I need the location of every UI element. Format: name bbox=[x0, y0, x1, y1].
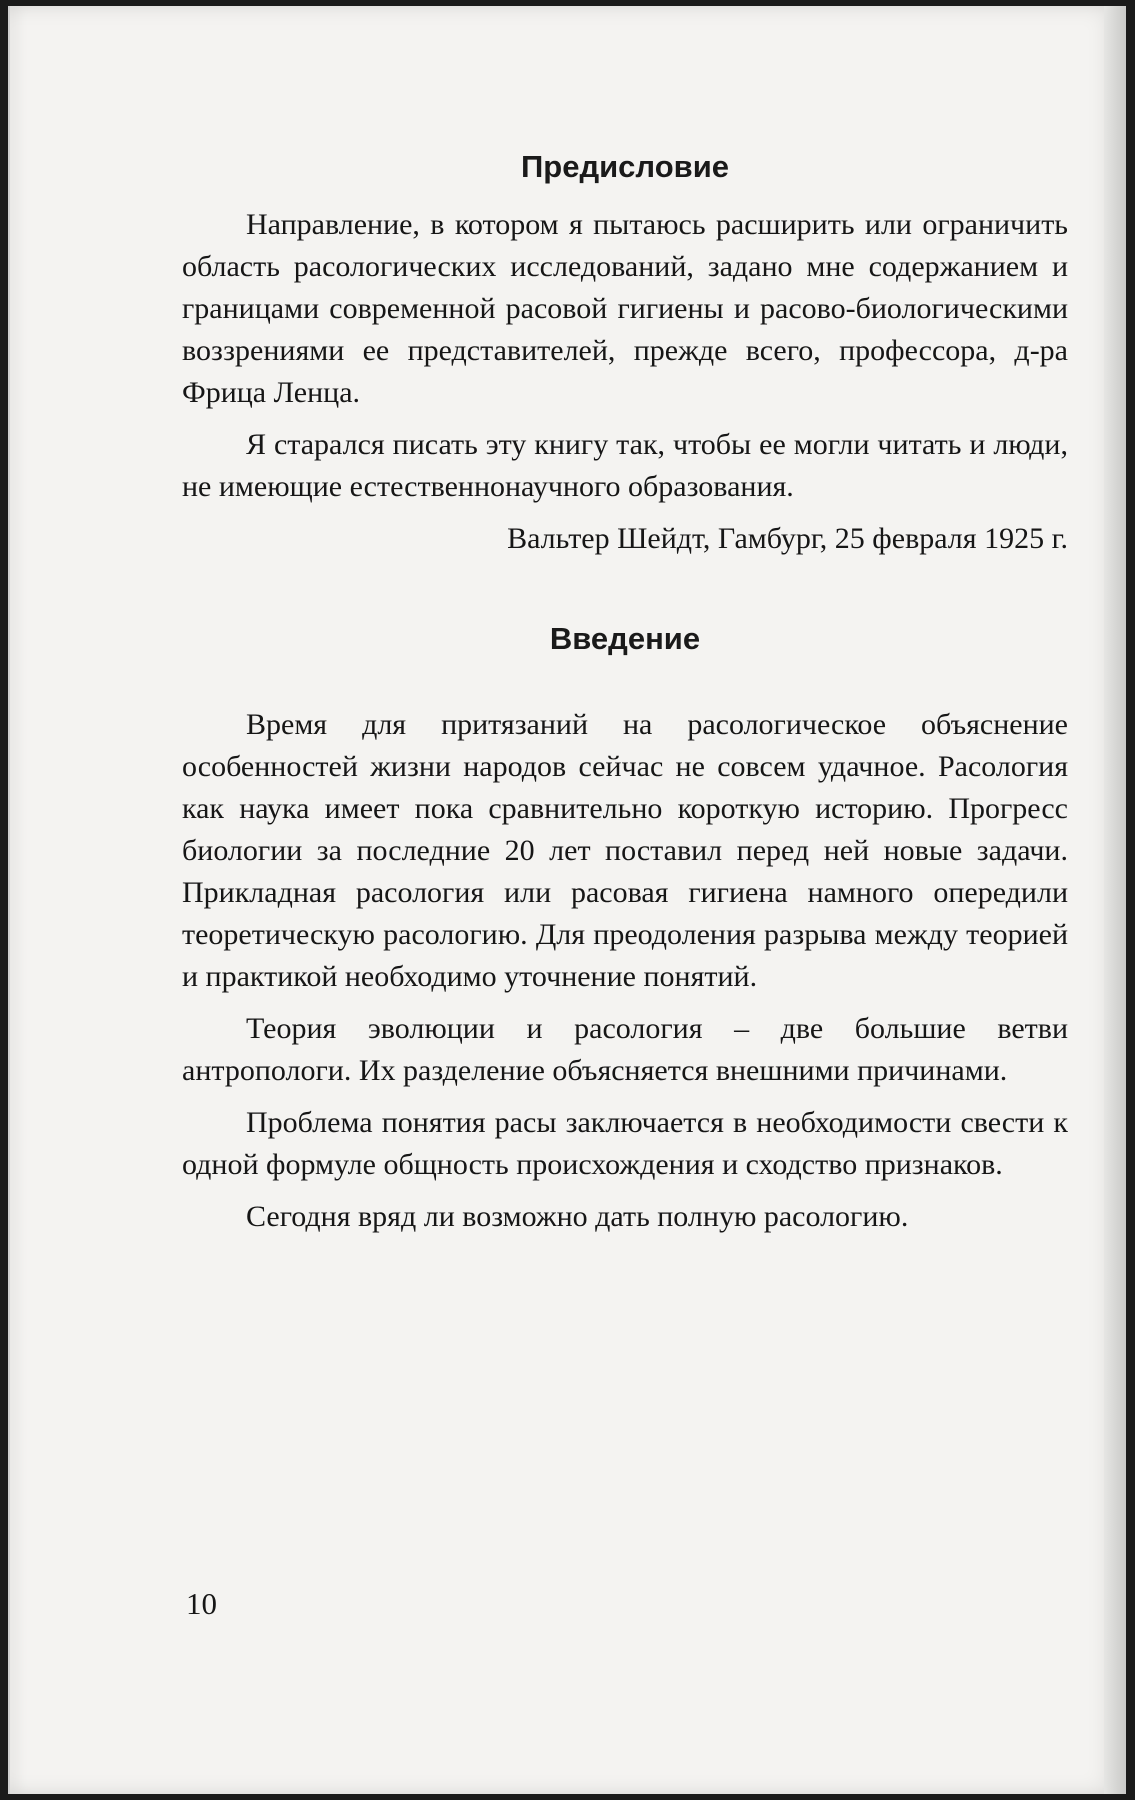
page-number: 10 bbox=[186, 1586, 217, 1621]
preface-paragraph-2: Я старался писать эту книгу так, чтобы ее могли читать и люди, не имеющие естественнонаучного образования. bbox=[182, 428, 1068, 503]
preface-title: Предисловие bbox=[520, 149, 729, 184]
introduction-paragraph-1: Время для притязаний на расологическое объяснение особенностей жизни народов сейчас не совсем удачное. Расология как наука имеет пока сравнительно короткую историю. Прогресс биологии за последние 20 лет поставил перед ней новые задачи. Прикладная расология или расовая гигиена намного опередили теоретическую расологию. Для преодоления разрыва между теорией и практикой необходимо уточнение понятий. bbox=[182, 708, 1068, 993]
preface-signature: Вальтер Шейдт, Гамбург, 25 февраля 1925 г. bbox=[507, 522, 1068, 555]
introduction-paragraph-2: Теория эволюции и расология – две большие ветви антропологи. Их разделение объясняется внешними причинами. bbox=[182, 1012, 1068, 1087]
page-edge-shadow bbox=[1104, 6, 1126, 1794]
introduction-title: Введение bbox=[549, 621, 701, 656]
preface-paragraph-1: Направление, в котором я пытаюсь расширить или ограничить область расологических исследований, задано мне содержанием и границами современной расовой гигиены и расово-биологическими воззрениями ее представителей, прежде всего, профессора, д-ра Фрица Ленца. bbox=[182, 208, 1068, 409]
introduction-paragraph-3: Проблема понятия расы заключается в необходимости свести к одной формуле общность происхождения и сходство признаков. bbox=[182, 1106, 1068, 1181]
page-text bbox=[182, 146, 1068, 1248]
book-page bbox=[8, 6, 1126, 1794]
introduction-paragraph-4: Сегодня вряд ли возможно дать полную расологию. bbox=[246, 1200, 909, 1233]
